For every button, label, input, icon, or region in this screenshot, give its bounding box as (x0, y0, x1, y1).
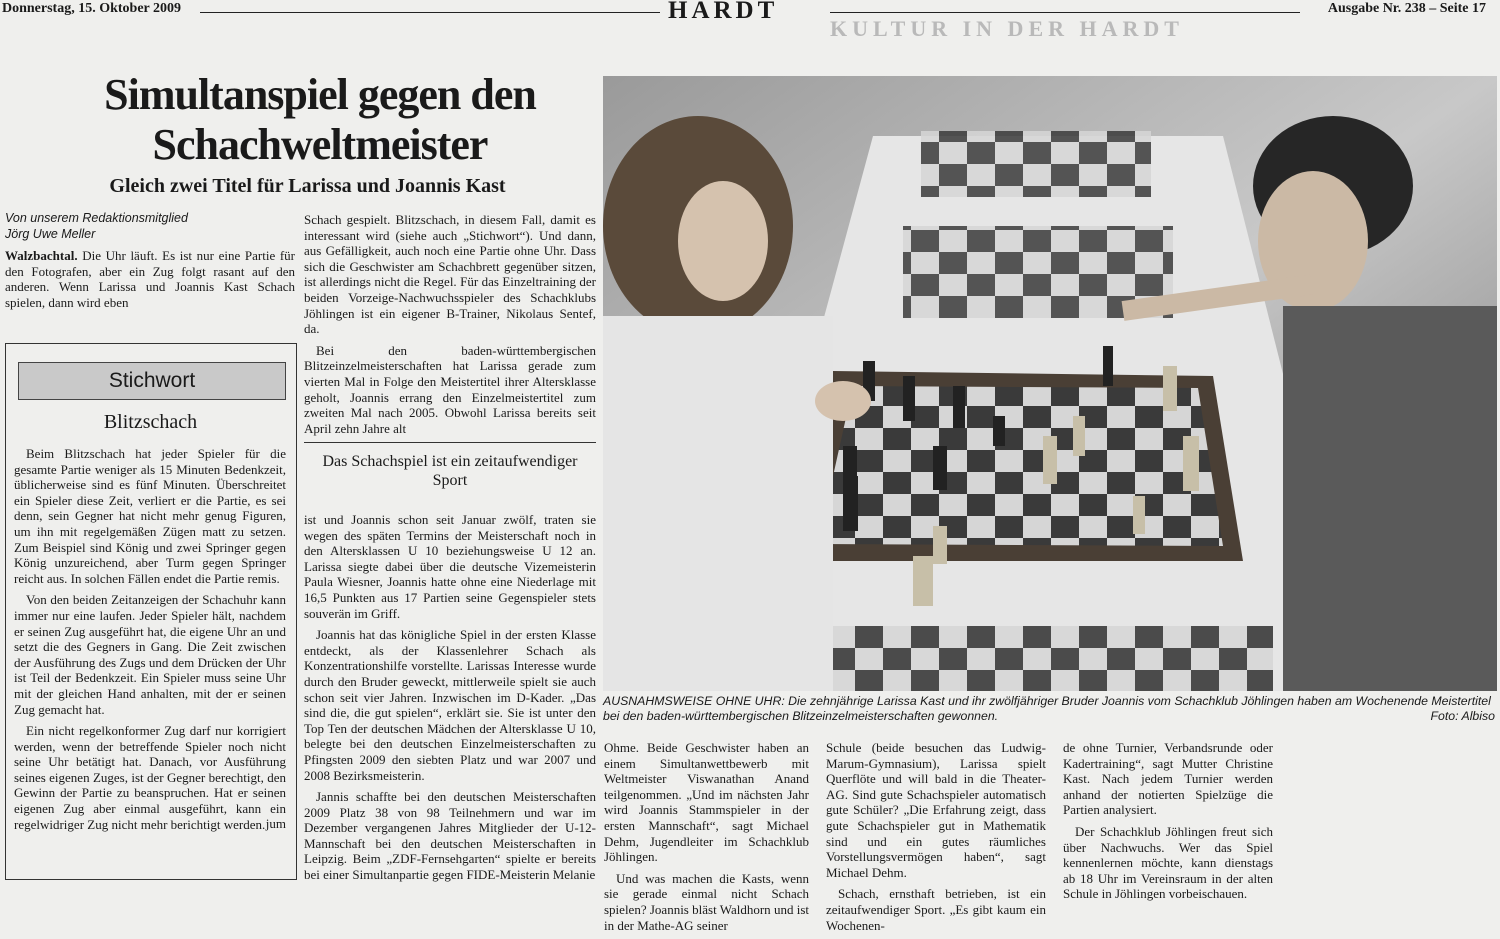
headline: Simultanspiel gegen den Schachweltmeister (104, 70, 536, 169)
paragraph: Schach gespielt. Blitzschach, in diesem Fall, damit es interessant wird (siehe auch „Stichwort“). Und dann, aus Gefälligkeit, auch noch eine Partie ohne Uhr. Dass sich die Geschwister am Schachbrett gegenüber sitzen, ist allerdings nicht die Regel. Für das Einzeltraining der beiden Vorzeige-Nachwuchsspieler des Schachklubs Jöhlingen ist ein eigener B-Trainer, Nikolaus Sentef, da. (304, 212, 596, 337)
subheadline: Gleich zwei Titel für Larissa und Joannis Kast (109, 175, 506, 197)
paragraph: Schule (beide besuchen das Ludwig-Marum-Gymnasium), Larissa spielt Querflöte und will bald in die Theater-AG. Sind gute Schachspieler automatisch gute Schüler? „Die Erfahrung zeigt, dass gute Schachspieler gut in Mathematik sind und ein gutes räumliches Vorstellungsvermögen haben“, sagt Michael Dehm. (826, 740, 1046, 880)
crosshead: Das Schachspiel ist ein zeitaufwendiger Sport (304, 442, 596, 498)
column-3 (604, 740, 809, 939)
section-title: HARDT (668, 0, 779, 24)
chess-photo-illustration (603, 76, 1497, 691)
photo-credit: Foto: Albiso (1430, 709, 1495, 723)
paragraph: ist und Joannis schon seit Januar zwölf, traten sie wegen des späten Termins der Meisterschaft noch in den Altersklassen U 10 beziehungsweise U 12 an. Larissa siegte dabei über die deutsche Vizemeisterin Paula Wiesner, Joannis hatte ohne eine Niederlage mit 16,5 Punkten aus 17 Partien seine Gegenspieler stets souverän im Griff. (304, 512, 596, 621)
photo-caption (603, 694, 1495, 724)
paragraph: Ohme. Beide Geschwister haben an einem Simultanwettbewerb mit Weltmeister Viswanathan Anand teilgenommen. „Und im nächsten Jahr wird Joannis Stammspieler in der ersten Mannschaft“, sagt Michael Dehm, Jugendleiter im Schachklub Jöhlingen. (604, 740, 809, 865)
edition-date: Donnerstag, 15. Oktober 2009 (2, 1, 182, 16)
column-4 (826, 740, 1046, 939)
info-box-paragraph: Von den beiden Zeitanzeigen der Schachuhr kann immer nur eine laufen. Jeder Spieler hält, nachdem er seinen Zug ausgeführt hat, die eigene Uhr an und setzt die des Gegners in Gang. Die Zeit zwischen der Ausführung des Zugs und dem Drücken der Uhr ist Teil der Bedenkzeit. Ein Spieler muss seine Uhr mit der gleichen Hand anhalten, mit der er seinen Zug gemacht hat. (14, 592, 286, 717)
paragraph: Bei den baden-württembergischen Blitzeinzelmeisterschaften hat Larissa gerade zum vierten Mal in Folge den Meistertitel ihrer Altersklasse geholt, Joannis errang den Einzelmeistertitel zum zweiten Mal nach 2005. Obwohl Larissa bereits seit April zehn Jahre alt (304, 342, 596, 436)
paragraph: Jannis schaffte bei den deutschen Meisterschaften 2009 Platz 38 von 98 Teilnehmern und war im Dezember vergangenen Jahres Mitglieder der U-12-Mannschaft bei den deutschen Meisterschaften in Leipzig. Beim „ZDF-Fernsehgarten“ spielte er bereits bei einer Simultanpartie gegen FIDE-Meisterin Melanie (304, 789, 596, 883)
column-1-top (5, 210, 295, 316)
paragraph: Der Schachklub Jöhlingen freut sich über Nachwuchs. Wer das Spiel kennenlernen möchte, kann dienstags ab 18 Uhr im Vereinsraum in der alten Schule in Jöhlingen vorbeischauen. (1063, 823, 1273, 902)
paragraph: Schach, ernsthaft betrieben, ist ein zeitaufwendiger Sport. „Es gibt kaum ein Wochenen- (826, 886, 1046, 933)
header-rule-left (200, 12, 660, 13)
byline-author: Jörg Uwe Meller (5, 227, 96, 241)
byline-role: Von unserem Redaktionsmitglied (5, 211, 188, 225)
lead-paragraph: Walzbachtal. Die Uhr läuft. Es ist nur eine Partie für den Fotografen, aber ein Zug folgt rasant auf den anderen. Wenn Larissa und Joannis Kast Schach spielen, dann wird eben (5, 248, 295, 310)
caption-text: AUSNAHMSWEISE OHNE UHR: Die zehnjährige Larissa Kast und ihr zwölfjähriger Bruder Joannis vom Schachklub Jöhlingen haben am Wochenende Meistertitel bei den baden-württembergischen Blitzeinzelmeisterschaften gewonnen. (603, 694, 1491, 723)
info-box-paragraph: Beim Blitzschach hat jeder Spieler für die gesamte Partie weniger als 15 Minuten Bedenkzeit, üblicherweise sind es fünf Minuten. Überschreitet ein Spieler diese Zeit, verliert er die Partie, es sei denn, sein Gegner hat nicht mehr genug Figuren, um ihn mit regelgemäßen Zügen matt zu setzen. Zum Beispiel sind König und zwei Springer gegen König unzureichend, aber Turm gegen Springer reicht aus. In solchen Fällen endet die Partie remis. (14, 446, 286, 586)
header-rule-right (830, 12, 1300, 13)
article-photo (603, 76, 1497, 691)
paragraph: Und was machen die Kasts, wenn sie gerade einmal nicht Schach spielen? Joannis bläst Waldhorn und ist in der Mathe-AG seiner (604, 870, 809, 933)
info-box-signature: jum (265, 816, 286, 832)
info-box-body (14, 446, 286, 832)
info-box-title: Blitzschach (103, 411, 198, 433)
paragraph: Joannis hat das königliche Spiel in der ersten Klasse entdeckt, als der Klassenlehrer Schach als Konzentrationshilfe vorstellte. Larissas Interesse wurde durch den Bruder geweckt, mittlerweile spielt sie auch schon seit vier Jahren. Inzwischen im D-Kader. „Das sind die, die gut spielen“, erklärt sie. Sie ist unter den Top Ten der deutschen Mädchen der Altersklasse U 10, belegte bei den deutschen Einzelmeisterschaften zu Pfingsten 2009 den siebten Platz und war 2007 und 2008 Bezirksmeisterin. (304, 627, 596, 783)
column-5 (1063, 740, 1273, 908)
column-2-bottom (304, 512, 596, 889)
dateline: Walzbachtal. (5, 248, 78, 263)
ghost-header: KULTUR IN DER HARDT (830, 16, 1184, 41)
column-2-top (304, 212, 596, 442)
info-box-label: Stichwort (18, 362, 286, 400)
info-box-paragraph: Ein nicht regelkonformer Zug darf nur korrigiert werden, wenn der betreffende Spieler noch nicht seine Uhr betätigt hat. Danach, vor Ausführung seines eigenen Zuges, ist der Gegner berechtigt, den Gewinn der Partie zu beanspruchen. Hat er seinen eigenen Zug aber einmal ausgeführt, kann ein regelwidriger Zug nicht mehr berichtigt werden. (14, 723, 286, 832)
paragraph: de ohne Turnier, Verbandsrunde oder Kadertraining“, sagt Mutter Christine Kast. Nach jedem Turnier werden anhand der notierten Spielzüge die Partien analysiert. (1063, 740, 1273, 818)
issue-number: Ausgabe Nr. 238 – Seite 17 (1327, 1, 1486, 16)
